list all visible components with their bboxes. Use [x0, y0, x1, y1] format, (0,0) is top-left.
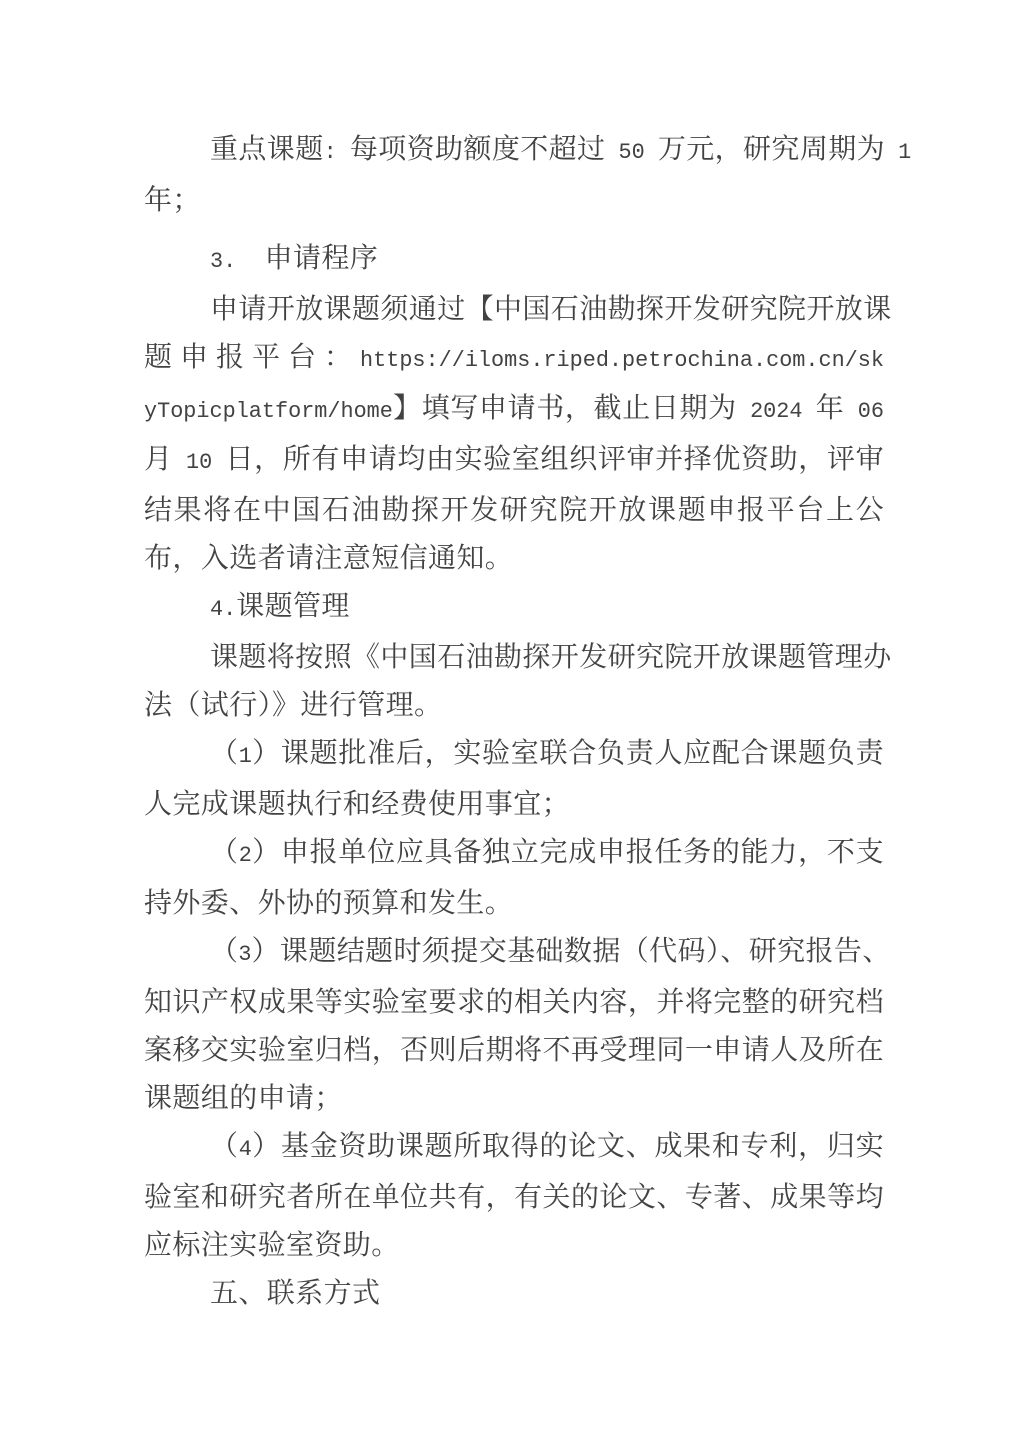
latin-text: : [323, 140, 350, 165]
text-line: 应标注实验室资助。 [144, 1230, 400, 1261]
latin-text: 3 [238, 942, 252, 967]
text-line: yTopicplatform/home】填写申请书，截止日期为 2024 年 06 [144, 393, 884, 424]
latin-text: 4. [210, 597, 237, 622]
latin-text: 3. [210, 249, 237, 274]
text-line: 验室和研究者所在单位共有，有关的论文、专著、成果等均 [144, 1182, 884, 1213]
latin-text: https://iloms.riped.petrochina.com.cn/sk [360, 348, 884, 373]
text-line: 3. 申请程序 [210, 243, 379, 274]
text-line: （2）申报单位应具备独立完成申报任务的能力，不支 [210, 837, 884, 868]
document-body [144, 126, 912, 1318]
text-line: 法（试行）》进行管理。 [144, 690, 443, 721]
latin-text: 4 [238, 1137, 252, 1162]
text-line: （4）基金资助课题所取得的论文、成果和专利，归实 [210, 1131, 884, 1162]
latin-text: 06 [844, 399, 884, 424]
latin-text: 50 [605, 140, 658, 165]
text-line: 布，入选者请注意短信通知。 [144, 543, 514, 574]
text-line: 案移交实验室归档，否则后期将不再受理同一申请人及所在 [144, 1035, 884, 1066]
text-line: （1）课题批准后，实验室联合负责人应配合课题负责 [210, 738, 884, 769]
text-line: 课题组的申请； [144, 1083, 343, 1114]
text-line: 月 10 日，所有申请均由实验室组织评审并择优资助，评审 [144, 444, 884, 475]
latin-text: yTopicplatform/home [144, 399, 393, 424]
latin-text: 2 [238, 843, 252, 868]
text-line: （3）课题结题时须提交基础数据（代码）、研究报告、 [210, 936, 891, 967]
text-line: 申请开放课题须通过【中国石油勘探开发研究院开放课 [210, 294, 892, 325]
text-line: 年； [144, 185, 201, 216]
text-line: 课题将按照《中国石油勘探开发研究院开放课题管理办 [210, 642, 892, 673]
text-line: 4.课题管理 [210, 591, 350, 622]
latin-text: 2024 [736, 399, 816, 424]
text-line: 持外委、外协的预算和发生。 [144, 888, 514, 919]
latin-text: 10 [172, 450, 226, 475]
text-line: 人完成课题执行和经费使用事宜； [144, 789, 571, 820]
latin-text: 1 [885, 140, 912, 165]
text-line: 知识产权成果等实验室要求的相关内容，并将完整的研究档 [144, 987, 884, 1018]
text-line: 题申报平台：https://iloms.riped.petrochina.com.cn/sk [144, 342, 884, 373]
text-line: 结果将在中国石油勘探开发研究院开放课题申报平台上公 [144, 495, 884, 526]
text-line: 重点课题: 每项资助额度不超过 50 万元，研究周期为 1 [210, 134, 912, 165]
text-line: 五、联系方式 [210, 1278, 381, 1309]
latin-text: 1 [238, 744, 252, 769]
